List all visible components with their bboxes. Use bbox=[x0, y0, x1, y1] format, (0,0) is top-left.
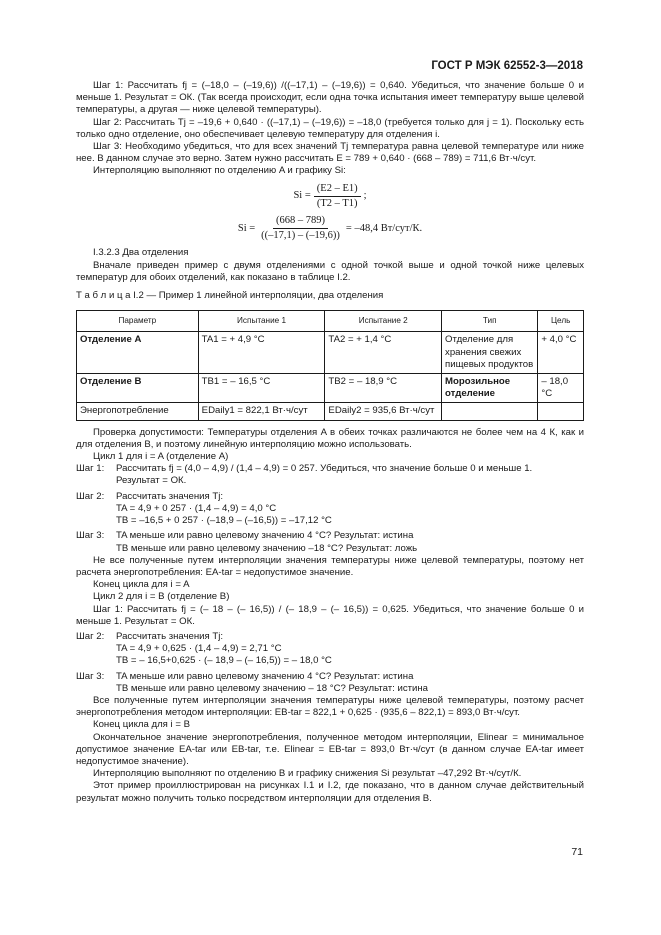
column-header: Параметр bbox=[77, 311, 199, 332]
column-header: Испытание 1 bbox=[198, 311, 325, 332]
paragraph: Не все полученные путем интерполяции значения температуры ниже целевой температуры, поэтому нет расчета энергопотребления: EA-tar = недопустимое значение. bbox=[76, 554, 584, 578]
step-text: TA меньше или равно целевому значению 4 °C? Результат: истина bbox=[116, 670, 414, 682]
table-cell: + 4,0 °C bbox=[538, 332, 584, 374]
step-text: TB меньше или равно целевому значению – 18 °C? Результат: истина bbox=[116, 682, 429, 694]
formula-lhs: Si = bbox=[237, 222, 256, 234]
step-label: Шаг 2: bbox=[76, 630, 105, 642]
step-label: Шаг 3: bbox=[76, 530, 105, 542]
table-cell: TB1 = – 16,5 °C bbox=[198, 374, 325, 403]
section-heading: I.3.2.3 Два отделения bbox=[93, 247, 189, 259]
paragraph: Шаг 1: Рассчитать fj = (–18,0 – (–19,6)) /((–17,1) – (–19,6)) = 0,640. Убедиться, что значение больше 0 и меньше 1. Результат = ОК. (Так всегда происходит, если одна точка испытания имеет температуру выше целевой температуры, а другая — ниже целевой температуры). bbox=[76, 80, 584, 116]
step-text: Рассчитать значения Tj: bbox=[116, 490, 224, 502]
table-caption: Т а б л и ц а I.2 — Пример 1 линейной интерполяции, два отделения bbox=[76, 290, 384, 302]
step-1 bbox=[76, 463, 584, 487]
step-2 bbox=[76, 491, 584, 528]
paragraph: Проверка допустимости: Температуры отделения A в обеих точках различаются не более чем на 4 К, как и для отделения B, и поэтому линейную интерполяцию можно использовать. bbox=[76, 426, 584, 450]
step-text: Рассчитать значения Tj: bbox=[116, 630, 224, 642]
data-table bbox=[76, 310, 584, 420]
step-text: Результат = ОК. bbox=[116, 475, 187, 487]
table-row bbox=[77, 332, 584, 374]
step-label: Шаг 2: bbox=[76, 490, 105, 502]
column-header: Тип bbox=[442, 311, 538, 332]
loop-end: Конец цикла для i = B bbox=[93, 719, 190, 731]
table-cell: Энергопотребление bbox=[77, 403, 199, 420]
loop-heading: Цикл 2 для i = B (отделение B) bbox=[93, 591, 230, 603]
step-text: TB меньше или равно целевому значению –18 °C? Результат: ложь bbox=[116, 542, 418, 554]
numerator: (E2 – E1) bbox=[314, 183, 361, 197]
table-cell: EDaily1 = 822,1 Вт·ч/сут bbox=[198, 403, 325, 420]
paragraph: Шаг 2: Рассчитать Tj = –19,6 + 0,640 · ((–17,1) – (–19,6)) = –18,0 (требуется только для j = 1). Поскольку есть только одно отделение, оно обеспечивает целевую температуру для отделения i. bbox=[76, 116, 584, 140]
step-label: Шаг 1: bbox=[76, 463, 105, 475]
step-text: Рассчитать fj = (4,0 – 4,9) / (1,4 – 4,9) = 0 257. Убедиться, что значение больше 0 и меньше 1. bbox=[116, 463, 533, 475]
paragraph: Этот пример проиллюстрирован на рисунках I.1 и I.2, где показано, что в данном случае действительный результат можно получить только посредством интерполяции для отделения B. bbox=[76, 780, 584, 804]
formula-tail: ; bbox=[363, 190, 367, 202]
table-cell: Отделение B bbox=[77, 374, 199, 403]
table-row bbox=[77, 374, 584, 403]
table-row bbox=[77, 403, 584, 420]
loop-heading: Цикл 1 для i = A (отделение A) bbox=[93, 451, 229, 463]
formula-lhs: Si = bbox=[293, 190, 311, 202]
standard-header: ГОСТ Р МЭК 62552-3—2018 bbox=[431, 60, 583, 72]
table-cell bbox=[442, 403, 538, 420]
step-text: TB = – 16,5+0,625 · (– 18,9 – (– 16,5)) = – 18,0 °C bbox=[116, 655, 332, 667]
table-cell: Отделение для хранения свежих пищевых продуктов bbox=[442, 332, 538, 374]
step-2b bbox=[76, 631, 584, 668]
table-cell: TA2 = + 1,4 °C bbox=[325, 332, 442, 374]
paragraph: Вначале приведен пример с двумя отделениями с одной точкой выше и одной точкой ниже целевых температур для обоих отделений, как показано в таблице I.2. bbox=[76, 259, 584, 283]
table-cell: Морозильное отделение bbox=[442, 374, 538, 403]
table-cell: EDaily2 = 935,6 Вт·ч/сут bbox=[325, 403, 442, 420]
paragraph: Интерполяцию выполняют по отделению B и графику снижения Si результат –47,292 Вт·ч/сут/К. bbox=[93, 768, 522, 780]
main-content bbox=[76, 80, 584, 805]
formula-slope bbox=[76, 183, 584, 210]
table-cell bbox=[538, 403, 584, 420]
step-text: TB = –16,5 + 0 257 · (–18,9 – (–16,5)) = –17,12 °C bbox=[116, 515, 332, 527]
formula-slope-value bbox=[76, 215, 584, 242]
step-text: TA = 4,9 + 0 257 · (1,4 – 4,9) = 4,0 °C bbox=[116, 502, 277, 514]
paragraph: Окончательное значение энергопотребления, полученное методом интерполяции, Elinear = минимальное допустимое значение EA-tar или EB-tar, т.е. Elinear = EB-tar = 893,0 Вт·ч/сут (в данном случае EA-tar имеет недопустимое значение). bbox=[76, 731, 584, 767]
table-header-row bbox=[77, 311, 584, 332]
step-label: Шаг 3: bbox=[76, 670, 105, 682]
page-number: 71 bbox=[571, 846, 583, 858]
formula-tail: = –48,4 Вт/сут/К. bbox=[345, 222, 423, 234]
loop-end: Конец цикла для i = A bbox=[93, 579, 190, 591]
table-cell: Отделение A bbox=[77, 332, 199, 374]
step-3b bbox=[76, 671, 584, 695]
step-3 bbox=[76, 530, 584, 554]
paragraph: Шаг 3: Необходимо убедиться, что для всех значений Tj температура равна целевой температуре или ниже нее. В данном случае это верно. Затем нужно рассчитать E = 789 + 0,640 · (668 – 789) = 711,6 Вт·ч/сут. bbox=[76, 141, 584, 165]
paragraph: Все полученные путем интерполяции значения температуры ниже целевой температуры, поэтому расчет энергопотребления методом интерполяции: EB-tar = 822,1 + 0,625 · (935,6 – 822,1) = 893,0 Вт·ч/сут. bbox=[76, 694, 584, 719]
fraction bbox=[258, 215, 343, 242]
fraction bbox=[314, 183, 361, 210]
column-header: Испытание 2 bbox=[325, 311, 442, 332]
column-header: Цель bbox=[538, 311, 584, 332]
step-text: TA = 4,9 + 0,625 · (1,4 – 4,9) = 2,71 °C bbox=[116, 643, 282, 655]
paragraph: Интерполяцию выполняют по отделению A и графику Si: bbox=[93, 165, 346, 177]
paragraph: Шаг 1: Рассчитать fj = (– 18 – (– 16,5)) / (– 18,9 – (– 16,5)) = 0,625. Убедиться, что значение больше 0 и меньше 1. Результат = ОК. bbox=[76, 603, 584, 627]
table-cell: TB2 = – 18,9 °C bbox=[325, 374, 442, 403]
denominator: (T2 – T1) bbox=[316, 197, 358, 209]
table-cell: – 18,0 °C bbox=[538, 374, 584, 403]
numerator: (668 – 789) bbox=[273, 215, 328, 229]
denominator: ((–17,1) – (–19,6)) bbox=[261, 230, 340, 242]
step-text: TA меньше или равно целевому значению 4 °C? Результат: истина bbox=[116, 530, 414, 542]
table-cell: TA1 = + 4,9 °C bbox=[198, 332, 325, 374]
